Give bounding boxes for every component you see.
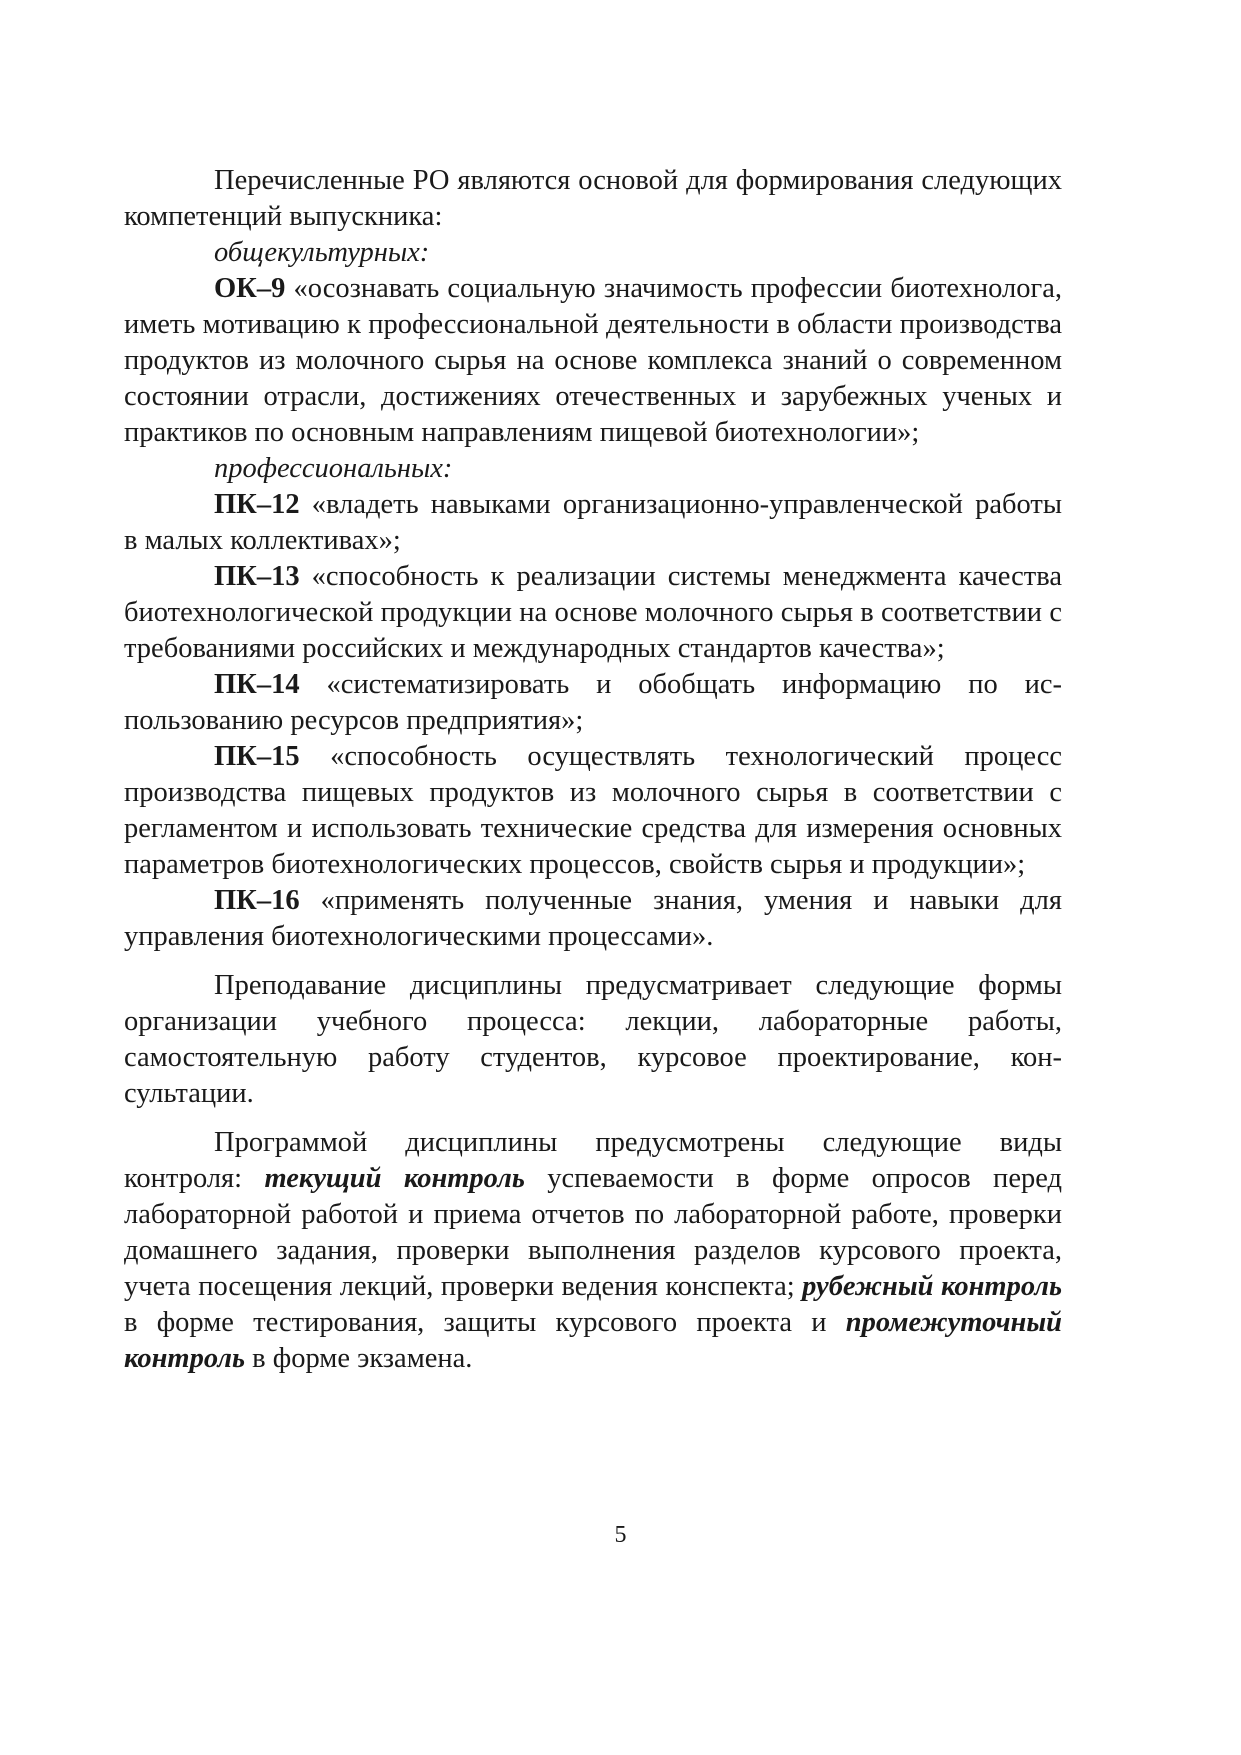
- competency-code: ОК–9: [214, 273, 286, 304]
- control-text: в форме тестирования, защиты курсового проекта и: [124, 1307, 846, 1338]
- body-text: [124, 163, 1062, 1377]
- competency-pk13: [124, 559, 1062, 667]
- competency-code: ПК–15: [214, 741, 300, 772]
- milestone-control-term: рубежный контроль: [802, 1271, 1063, 1302]
- control-text: успеваемости в форме опросов перед лабораторной работой и приема отчетов по лабораторной работе, проверки домашнего задания, проверки выполнения разделов курсового проекта, учета посещения лекций, проверки ведения конспекта;: [124, 1163, 1062, 1302]
- intermediate-control-term: промежуточный контроль: [124, 1307, 1062, 1374]
- competency-ok9: [124, 271, 1062, 451]
- competency-code: ПК–12: [214, 489, 300, 520]
- competency-text: «способность к реализации системы менеджмента качества биотехнологической продукции на основе молочного сырья в соответствии с требованиями российских и международных стандартов качества»;: [124, 561, 1062, 664]
- control-text: Программой дисциплины предусмотрены следующие виды контроля:: [124, 1127, 1062, 1194]
- competency-code: ПК–14: [214, 669, 300, 700]
- competency-pk14: [124, 667, 1062, 739]
- teaching-forms-paragraph: Преподавание дисциплины предусматривает следующие формы организации учебного процесса: лекции, лабораторные работы, самостоятельную работу студентов, курсовое проектирование, консультации.: [124, 970, 1062, 1109]
- general-competencies-heading: общекультурных:: [214, 237, 430, 268]
- competency-text: «систематизировать и обобщать информацию по использованию ресурсов предприятия»;: [124, 669, 1062, 736]
- competency-code: ПК–13: [214, 561, 300, 592]
- intro-paragraph: Перечисленные РО являются основой для формирования следующих компетенций выпускника:: [124, 165, 1062, 232]
- competency-text: «способность осуществлять технологический процесс производства пищевых продуктов из молочного сырья в соответствии с регламентом и использовать технические средства для измерения основных параметров биотехнологических процессов, свойств сырья и продукции»;: [124, 741, 1062, 880]
- current-control-term: текущий контроль: [264, 1163, 525, 1194]
- control-paragraph: [124, 1125, 1062, 1377]
- competency-code: ПК–16: [214, 885, 300, 916]
- competency-text: «применять полученные знания, умения и навыки для управления биотехнологическими процессами».: [124, 885, 1062, 952]
- competency-text: «владеть навыками организационно-управленческой работы в малых коллективах»;: [124, 489, 1062, 556]
- professional-competencies-heading: профессиональных:: [214, 453, 453, 484]
- control-text: в форме экзамена.: [245, 1343, 473, 1374]
- competency-pk12: [124, 487, 1062, 559]
- competency-text: «осознавать социальную значимость профессии биотехнолога, иметь мотивацию к профессиональной деятельности в области производства продуктов из молочного сырья на основе комплекса знаний о современном состоянии отрасли, достижениях отечественных и зарубежных ученых и практиков по основным направлениям пищевой биотехнологии»;: [124, 273, 1062, 448]
- competency-pk15: [124, 739, 1062, 883]
- competency-pk16: [124, 883, 1062, 955]
- page-number: 5: [614, 1522, 627, 1548]
